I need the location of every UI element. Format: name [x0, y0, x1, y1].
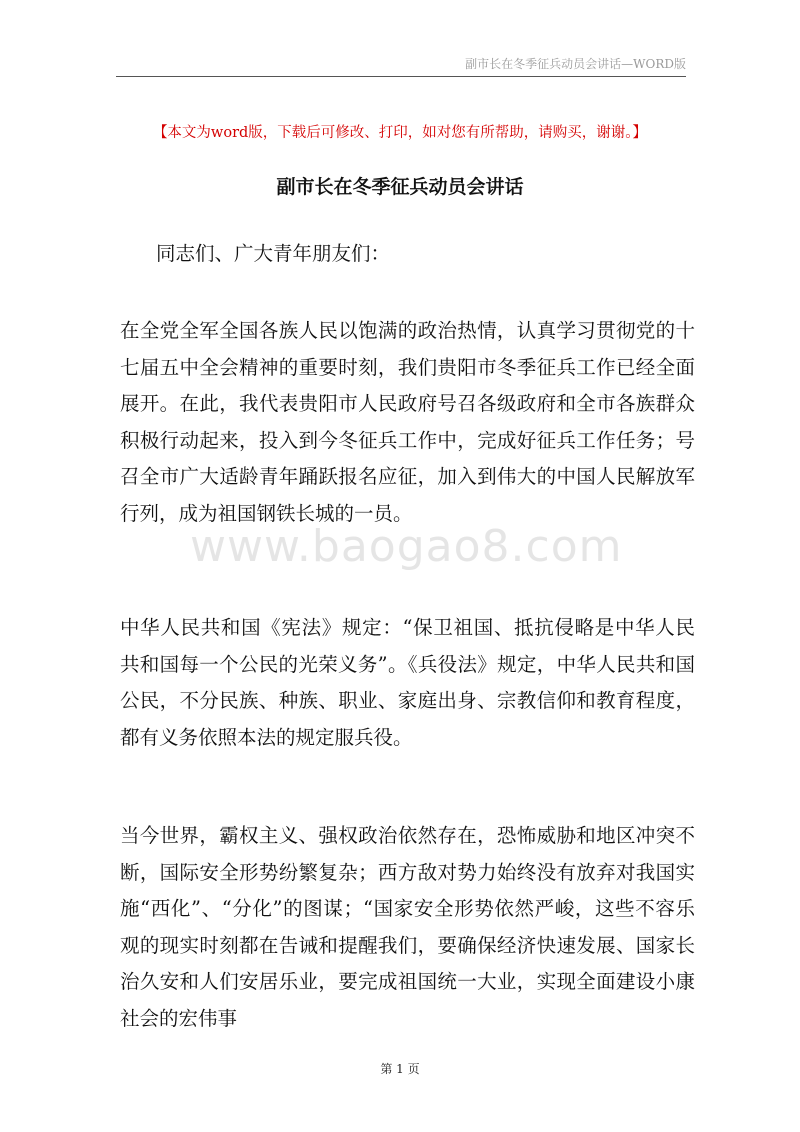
body-paragraph-3: 当今世界，霸权主义、强权政治依然存在，恐怖威胁和地区冲突不断，国际安全形势纷繁复杂；西方敌对势力始终没有放弃对我国实施“西化”、“分化”的图谋；“国家安全形势依然严峻，这些不容乐观的现实时刻都在告诫和提醒我们，要确保经济快速发展、国家长治久安和人们安居乐业，要完成祖国统一大业，实现全面建设小康社会的宏伟事 — [120, 824, 695, 1030]
page-number: 第 1 页 — [380, 1062, 420, 1076]
body-paragraph-1: 在全党全军全国各族人民以饱满的政治热情，认真学习贯彻党的十七届五中全会精神的重要时刻，我们贵阳市冬季征兵工作已经全面展开。在此，我代表贵阳市人民政府号召各级政府和全市各族群众积极行动起来，投入到今冬征兵工作中，完成好征兵工作任务；号召全市广大适龄青年踊跃报名应征，加入到伟大的中国人民解放军行列，成为祖国钢铁长城的一员。 — [120, 319, 695, 525]
running-header-title: 副市长在冬季征兵动员会讲话—WORD版 — [465, 57, 686, 71]
site-watermark: www.baogao8.com — [190, 521, 623, 572]
page-header — [116, 50, 686, 77]
body-paragraph-2: 中华人民共和国《宪法》规定：“保卫祖国、抵抗侵略是中华人民共和国每一个公民的光荣义务”。《兵役法》规定，中华人民共和国公民，不分民族、种族、职业、家庭出身、宗教信仰和教育程度，都有义务依照本法的规定服兵役。 — [120, 616, 695, 749]
purchase-notice: 【本文为word版，下载后可修改、打印，如对您有所帮助，请购买，谢谢。】 — [152, 125, 648, 141]
salutation: 同志们、广大青年朋友们： — [156, 242, 391, 265]
document-title: 副市长在冬季征兵动员会讲话 — [276, 176, 524, 198]
